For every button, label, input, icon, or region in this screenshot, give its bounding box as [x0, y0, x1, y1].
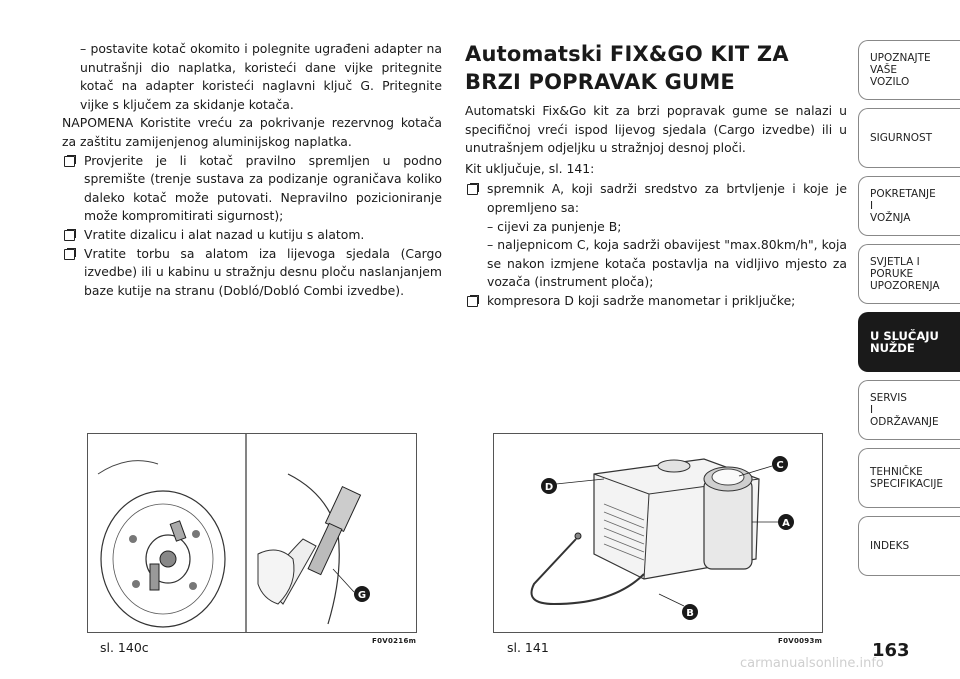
figure-code: F0V0216m	[372, 637, 417, 645]
checkbox-bullet-icon	[467, 296, 478, 307]
wheel-adapter-illustration	[88, 434, 416, 632]
label-d: D	[544, 482, 554, 493]
figure-caption: sl. 141	[507, 640, 549, 655]
tab-label: SIGURNOST	[870, 132, 933, 144]
intro-paragraph: Automatski Fix&Go kit za brzi popravak gume se nalazi u specifičnoj vreći ispod lijevog sjedala (Cargo izvedbe) ili u unutrašnjem odjeljku u stražnjoj desnoj ploči.	[465, 103, 847, 156]
bullet-item	[62, 152, 442, 226]
tab-label: POKRETANJE I VOŽNJA	[870, 188, 936, 224]
figure-caption: sl. 140c	[100, 640, 149, 655]
tab-svjetla[interactable]	[858, 244, 960, 304]
figure-140c	[87, 433, 417, 633]
figure-code: F0V0093m	[778, 637, 823, 645]
chapter-tabs	[858, 40, 960, 584]
checkbox-bullet-icon	[467, 184, 478, 195]
bullet-item	[465, 292, 847, 311]
sub-item: – naljepnicom C, koja sadrži obavijest "max.80km/h", koja se nakon izmjene kotača postavlja na vidljivo mjesto za vozača (instrument ploča);	[487, 237, 847, 290]
tab-label: U SLUČAJU NUŽDE	[870, 329, 939, 355]
page-number: 163	[872, 640, 910, 661]
note-paragraph: NAPOMENA Koristite vreću za pokrivanje rezervnog kotača za zaštitu zamijenjenog aluminijskog naplatka.	[62, 115, 442, 149]
repair-kit-illustration	[494, 434, 822, 632]
tab-sigurnost[interactable]	[858, 108, 960, 168]
checkbox-bullet-icon	[64, 249, 75, 260]
label-b: B	[686, 608, 694, 619]
sub-item: – cijevi za punjenje B;	[487, 218, 622, 234]
tab-label: INDEKS	[870, 540, 910, 552]
wheel-adapter-paragraph: – postavite kotač okomito i polegnite ugrađeni adapter na unutrašnji dio naplatka, koristeći dane vijke pritegnite kotač na adapter koristeći naglavni ključ G. Pritegnite vijke s ključem za skidanje kotača.	[80, 41, 442, 112]
tab-u-slucaju-nuzde[interactable]	[858, 312, 960, 372]
tab-label: UPOZNAJTE VAŠE VOZILO	[870, 52, 931, 88]
kit-includes-line: Kit uključuje, sl. 141:	[465, 160, 595, 176]
left-text-column	[62, 40, 442, 300]
label-c: C	[776, 460, 784, 471]
bullet-text: Vratite torbu sa alatom iza lijevoga sjedala (Cargo izvedbe) ili u kabinu u stražnju desnu ploču naslanjanjem baze kutije na stranu (Dobló/Dobló Combi izvedbe).	[84, 245, 442, 298]
bullet-item	[62, 245, 442, 301]
bullet-text: spremnik A, koji sadrži sredstvo za brtvljenje i koje je opremljeno sa:	[487, 181, 847, 215]
bullet-text: Vratite dizalicu i alat nazad u kutiju s alatom.	[84, 226, 365, 242]
figure-141	[493, 433, 823, 633]
tab-label: TEHNIČKE SPECIFIKACIJE	[870, 466, 944, 490]
tab-label: SVJETLA I PORUKE UPOZORENJA	[870, 256, 940, 292]
tab-indeks[interactable]	[858, 516, 960, 576]
bullet-text: kompresora D koji sadrže manometar i priključke;	[487, 292, 796, 308]
tab-tehnicke[interactable]	[858, 448, 960, 508]
bullet-item	[62, 226, 442, 245]
tab-label: SERVIS I ODRŽAVANJE	[870, 392, 939, 428]
tab-servis[interactable]	[858, 380, 960, 440]
checkbox-bullet-icon	[64, 230, 75, 241]
watermark: carmanualsonline.info	[740, 656, 884, 671]
right-text-column	[465, 40, 847, 311]
bullet-text: Provjerite je li kotač pravilno spremljen u podno spremište (trenje sustava za podizanje ograničava koliko daleko kotač može putovati. Nepravilno pozicioniranje može kompromitirati sigurnost);	[84, 152, 442, 224]
label-g: G	[357, 590, 367, 601]
checkbox-bullet-icon	[64, 156, 75, 167]
bullet-item	[465, 180, 847, 217]
tab-upoznajte[interactable]	[858, 40, 960, 100]
tab-pokretanje[interactable]	[858, 176, 960, 236]
section-title: Automatski FIX&GO KIT ZA BRZI POPRAVAK GUME	[465, 42, 789, 94]
label-a: A	[782, 518, 790, 529]
